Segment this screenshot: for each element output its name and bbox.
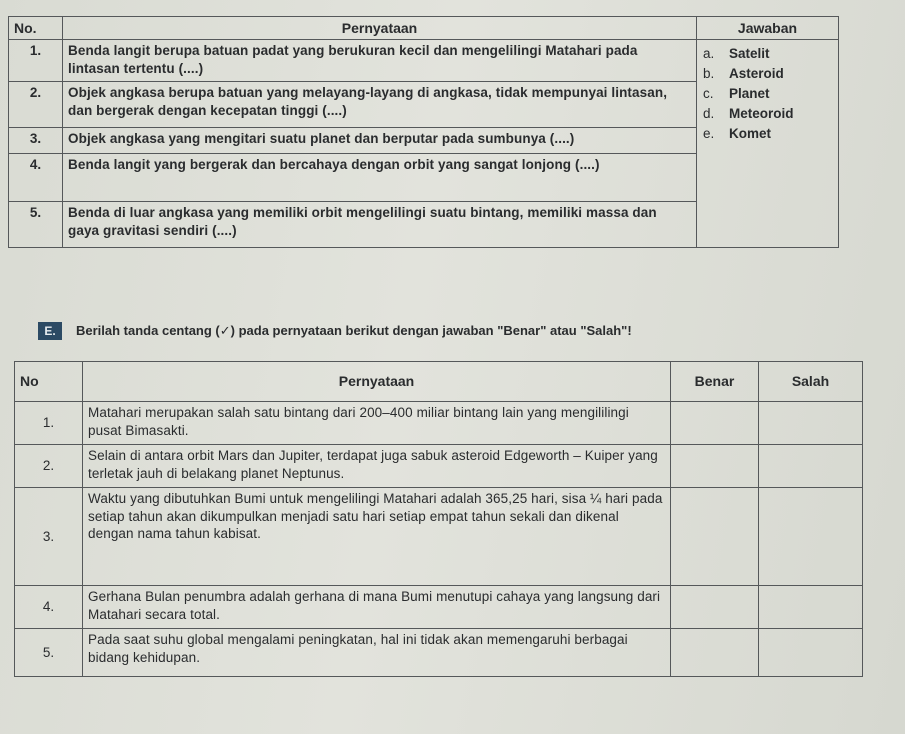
option-label: Asteroid — [729, 66, 784, 81]
true-false-table — [14, 361, 863, 677]
table-row — [9, 40, 839, 82]
header-statement: Pernyataan — [63, 17, 697, 40]
option-letter: e. — [703, 126, 715, 141]
header-benar: Benar — [671, 362, 759, 402]
section-e-instruction — [38, 322, 858, 340]
option-label: Komet — [729, 126, 772, 141]
statement-text: Objek angkasa berupa batuan yang melayang-layang di angkasa, tidak mempunyai lintasan, dan bergerak dengan kecepatan tinggi (....) — [63, 82, 697, 128]
table-row — [15, 629, 863, 677]
salah-checkbox-cell[interactable] — [759, 629, 863, 677]
option-item — [703, 124, 832, 144]
benar-checkbox-cell[interactable] — [671, 402, 759, 445]
row-number: 2. — [9, 82, 63, 128]
row-number: 5. — [9, 202, 63, 248]
true-false-table-header — [15, 362, 863, 402]
benar-checkbox-cell[interactable] — [671, 629, 759, 677]
salah-checkbox-cell[interactable] — [759, 402, 863, 445]
statement-text: Benda langit yang bergerak dan bercahaya dengan orbit yang sangat lonjong (....) — [63, 154, 697, 202]
benar-checkbox-cell[interactable] — [671, 445, 759, 488]
header-no: No. — [9, 17, 63, 40]
statement-text: Matahari merupakan salah satu bintang dari 200–400 miliar bintang lain yang mengililingi pusat Bimasakti. — [83, 402, 671, 445]
row-number: 1. — [15, 402, 83, 445]
header-statement: Pernyataan — [83, 362, 671, 402]
salah-checkbox-cell[interactable] — [759, 488, 863, 586]
option-label: Planet — [729, 86, 770, 101]
option-item — [703, 64, 832, 84]
statement-text: Objek angkasa yang mengitari suatu planet dan berputar pada sumbunya (....) — [63, 128, 697, 154]
statement-text: Benda langit berupa batuan padat yang berukuran kecil dan mengelilingi Matahari pada lintasan tertentu (....) — [63, 40, 697, 82]
table-row — [15, 488, 863, 586]
row-number: 5. — [15, 629, 83, 677]
option-item — [703, 104, 832, 124]
option-item — [703, 84, 832, 104]
header-salah: Salah — [759, 362, 863, 402]
table-row — [15, 586, 863, 629]
row-number: 2. — [15, 445, 83, 488]
table-row — [15, 402, 863, 445]
instruction-text: Berilah tanda centang (✓) pada pernyataan berikut dengan jawaban "Benar" atau "Salah"! — [76, 323, 632, 338]
table-row — [15, 445, 863, 488]
statement-text: Gerhana Bulan penumbra adalah gerhana di mana Bumi menutupi cahaya yang langsung dari Matahari secara total. — [83, 586, 671, 629]
statement-text: Selain di antara orbit Mars dan Jupiter, terdapat juga sabuk asteroid Edgeworth – Kuiper yang terletak jauh di belakang planet Neptunus. — [83, 445, 671, 488]
matching-table — [8, 16, 839, 248]
option-letter: c. — [703, 86, 714, 101]
option-letter: a. — [703, 46, 715, 61]
statement-text: Pada saat suhu global mengalami peningkatan, hal ini tidak akan memengaruhi berbagai bidang kehidupan. — [83, 629, 671, 677]
benar-checkbox-cell[interactable] — [671, 488, 759, 586]
row-number: 4. — [9, 154, 63, 202]
header-no: No — [15, 362, 83, 402]
salah-checkbox-cell[interactable] — [759, 445, 863, 488]
matching-table-header — [9, 17, 839, 40]
row-number: 4. — [15, 586, 83, 629]
option-letter: b. — [703, 66, 715, 81]
option-item — [703, 44, 832, 64]
option-label: Meteoroid — [729, 106, 794, 121]
row-number: 3. — [9, 128, 63, 154]
salah-checkbox-cell[interactable] — [759, 586, 863, 629]
answer-options — [697, 40, 839, 248]
option-letter: d. — [703, 106, 715, 121]
row-number: 1. — [9, 40, 63, 82]
row-number: 3. — [15, 488, 83, 586]
option-label: Satelit — [729, 46, 770, 61]
statement-text: Benda di luar angkasa yang memiliki orbit mengelilingi suatu bintang, memiliki massa dan gaya gravitasi sendiri (....) — [63, 202, 697, 248]
benar-checkbox-cell[interactable] — [671, 586, 759, 629]
header-answer: Jawaban — [697, 17, 839, 40]
statement-text: Waktu yang dibutuhkan Bumi untuk mengelilingi Matahari adalah 365,25 hari, sisa ¼ hari pada setiap tahun akan dikumpulkan menjadi satu hari setiap empat tahun sekali dan dikenal dengan nama tahun kabisat. — [83, 488, 671, 586]
section-letter: E. — [38, 322, 62, 340]
